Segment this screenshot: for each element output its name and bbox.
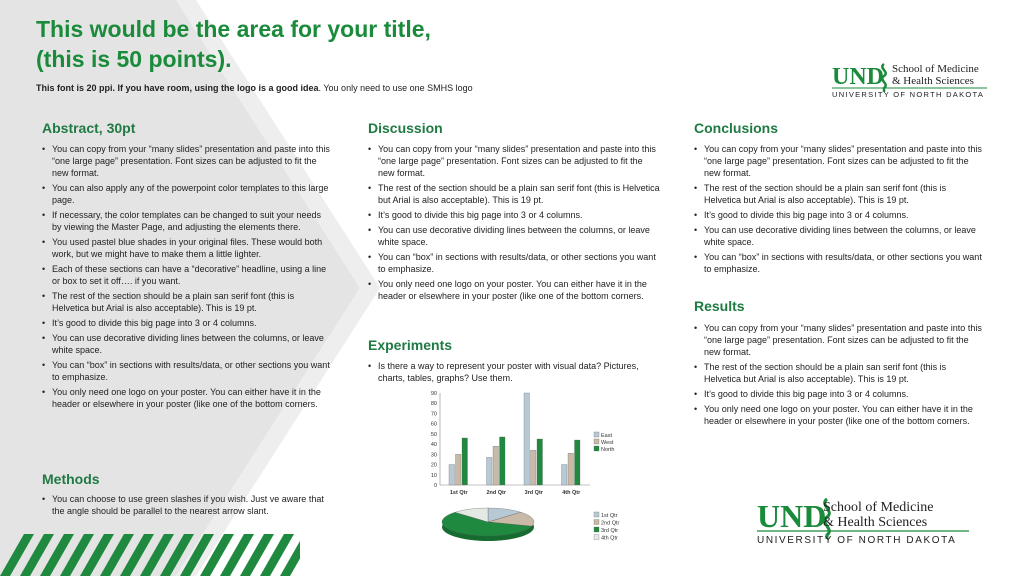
logo-mark: UND xyxy=(832,64,884,90)
list-item: • It’s good to divide this big page into 3 or 4 columns. xyxy=(694,388,984,400)
title-line-2: (this is 50 points). xyxy=(36,46,232,72)
results-heading: Results xyxy=(694,298,745,314)
bar-chart xyxy=(418,385,618,497)
list-item: • You can use decorative dividing lines between the columns, or leave white space. xyxy=(368,224,660,248)
y-tick-label: 40 xyxy=(430,442,437,449)
list-item: • You can use decorative dividing lines between the columns, or leave white space. xyxy=(42,332,332,356)
subtitle-rest: . You only need to use one SMHS logo xyxy=(318,83,473,93)
list-item: • It’s good to divide this big page into 3 or 4 columns. xyxy=(694,209,984,221)
list-item: • You can “box” in sections with results/data, or other sections you want to emphasize. xyxy=(694,251,984,275)
bar-north-1 xyxy=(500,437,506,485)
legend-swatch xyxy=(594,520,599,525)
list-item: • It’s good to divide this big page into 3 or 4 columns. xyxy=(42,317,332,329)
bar-east-0 xyxy=(449,465,455,485)
list-item: • You can also apply any of the powerpoint color templates to this large page. xyxy=(42,182,332,206)
abstract-list xyxy=(42,143,332,413)
results-list xyxy=(694,322,984,430)
list-item: • You can copy from your “many slides” presentation and paste into this “one large page” presentation. Font sizes can be adjusted to fit the new format. xyxy=(42,143,332,179)
list-item: • You only need one logo on your poster. You can either have it in the header or elsewhere in your poster (like one of the bottom corners. xyxy=(42,386,332,410)
methods-list xyxy=(42,493,332,520)
bar-east-2 xyxy=(524,393,530,485)
bar-east-3 xyxy=(562,465,568,485)
bar-west-2 xyxy=(531,450,537,485)
x-tick-label: 2nd Qtr xyxy=(486,490,507,496)
y-tick-label: 90 xyxy=(430,391,437,397)
y-tick-label: 70 xyxy=(430,411,437,418)
title-line-1: This would be the area for your title, xyxy=(36,16,431,42)
green-slash-stripes xyxy=(0,534,300,576)
legend-swatch xyxy=(594,432,599,437)
list-item: • The rest of the section should be a plain san serif font (this is Helvetica but Arial is also acceptable). This is 19 pt. xyxy=(368,182,660,206)
legend-swatch xyxy=(594,439,599,444)
legend-swatch xyxy=(594,535,599,540)
list-item: • You can copy from your “many slides” presentation and paste into this “one large page” presentation. Font sizes can be adjusted to fit the new format. xyxy=(694,143,984,179)
legend-label: 3rd Qtr xyxy=(601,528,619,534)
list-item: • You can copy from your “many slides” presentation and paste into this “one large page” presentation. Font sizes can be adjusted to fit the new format. xyxy=(368,143,660,179)
y-tick-label: 60 xyxy=(430,421,437,428)
y-tick-label: 0 xyxy=(433,483,437,489)
poster-title xyxy=(36,14,431,74)
list-item: • You used pastel blue shades in your original files. These would both work, but we might have to make them a little lighter. xyxy=(42,236,332,260)
list-item: • You can copy from your “many slides” presentation and paste into this “one large page” presentation. Font sizes can be adjusted to fit the new format. xyxy=(694,322,984,358)
conclusions-heading: Conclusions xyxy=(694,120,779,136)
legend-label: North xyxy=(601,447,615,453)
list-item: • Each of these sections can have a “decorative” headline, using a line or box to set it off…. if you want. xyxy=(42,263,332,287)
y-tick-label: 30 xyxy=(430,452,437,459)
subtitle-bold: This font is 20 ppi. If you have room, using the logo is a good idea xyxy=(36,83,319,93)
list-item: • The rest of the section should be a plain san serif font (this is Helvetica but Arial is also acceptable). This is 19 pt. xyxy=(42,290,332,314)
logo-line-3: UNIVERSITY OF NORTH DAKOTA xyxy=(757,535,957,546)
logo-line-3: UNIVERSITY OF NORTH DAKOTA xyxy=(832,90,985,99)
abstract-heading: Abstract, 30pt xyxy=(42,120,136,136)
legend-label: East xyxy=(601,433,613,439)
list-item: • You can “box” in sections with results/data, or other sections you want to emphasize. xyxy=(368,251,660,275)
x-tick-label: 4th Qtr xyxy=(562,490,581,496)
logo-line-1: School of Medicine xyxy=(892,63,979,75)
y-tick-label: 80 xyxy=(430,401,437,408)
legend-swatch xyxy=(594,446,599,451)
logo-line-1: School of Medicine xyxy=(823,500,934,515)
methods-heading: Methods xyxy=(42,471,100,487)
list-item: • You can “box” in sections with results/data, or other sections you want to emphasize. xyxy=(42,359,332,383)
legend-label: 2nd Qtr xyxy=(601,520,620,527)
bar-east-1 xyxy=(487,457,493,485)
bar-north-0 xyxy=(462,438,468,485)
list-item: • The rest of the section should be a plain san serif font (this is Helvetica but Arial is also acceptable). This is 19 pt. xyxy=(694,182,984,206)
x-tick-label: 1st Qtr xyxy=(449,490,468,496)
logo-mark: UND xyxy=(757,498,827,534)
experiments-list xyxy=(368,360,660,387)
pie-chart xyxy=(432,500,632,548)
legend-swatch xyxy=(594,527,599,532)
bar-north-2 xyxy=(537,439,543,485)
logo-line-2: & Health Sciences xyxy=(823,515,928,530)
legend-label: 1st Qtr xyxy=(601,513,618,519)
bar-north-3 xyxy=(575,440,581,485)
legend-swatch xyxy=(594,512,599,517)
y-tick-label: 20 xyxy=(430,462,437,469)
experiments-heading: Experiments xyxy=(368,337,453,353)
legend-label: 4th Qtr xyxy=(601,535,618,542)
list-item: • You can choose to use green slashes if you wish. Just ve aware that the angle should be parallel to the nearest arrow slant. xyxy=(42,493,332,517)
list-item: • The rest of the section should be a plain san serif font (this is Helvetica but Arial is also acceptable). This is 19 pt. xyxy=(694,361,984,385)
list-item: • You only need one logo on your poster. You can either have it in the header or elsewhere in your poster (like one of the bottom corners. xyxy=(368,278,660,302)
bar-west-3 xyxy=(568,453,574,485)
logo-line-2: & Health Sciences xyxy=(892,75,974,87)
legend-label: West xyxy=(601,440,614,446)
list-item: • You can use decorative dividing lines between the columns, or leave white space. xyxy=(694,224,984,248)
bar-west-1 xyxy=(493,446,499,485)
discussion-list xyxy=(368,143,660,305)
bar-west-0 xyxy=(456,454,462,485)
conclusions-list xyxy=(694,143,984,278)
x-tick-label: 3rd Qtr xyxy=(524,490,543,496)
list-item: • It’s good to divide this big page into 3 or 4 columns. xyxy=(368,209,660,221)
poster-subtitle xyxy=(36,83,473,93)
list-item: • If necessary, the color templates can be changed to suit your needs by viewing the Master Page, and adjusting the elements there. xyxy=(42,209,332,233)
list-item: • Is there a way to represent your poster with visual data? Pictures, charts, tables, graphs? Use them. xyxy=(368,360,660,384)
discussion-heading: Discussion xyxy=(368,120,443,136)
smhs-logo-bottom xyxy=(757,495,972,552)
y-tick-label: 10 xyxy=(430,472,437,479)
list-item: • You only need one logo on your poster. You can either have it in the header or elsewhere in your poster (like one of the bottom corners. xyxy=(694,403,984,427)
smhs-logo-top xyxy=(832,60,992,105)
y-tick-label: 50 xyxy=(430,431,437,438)
